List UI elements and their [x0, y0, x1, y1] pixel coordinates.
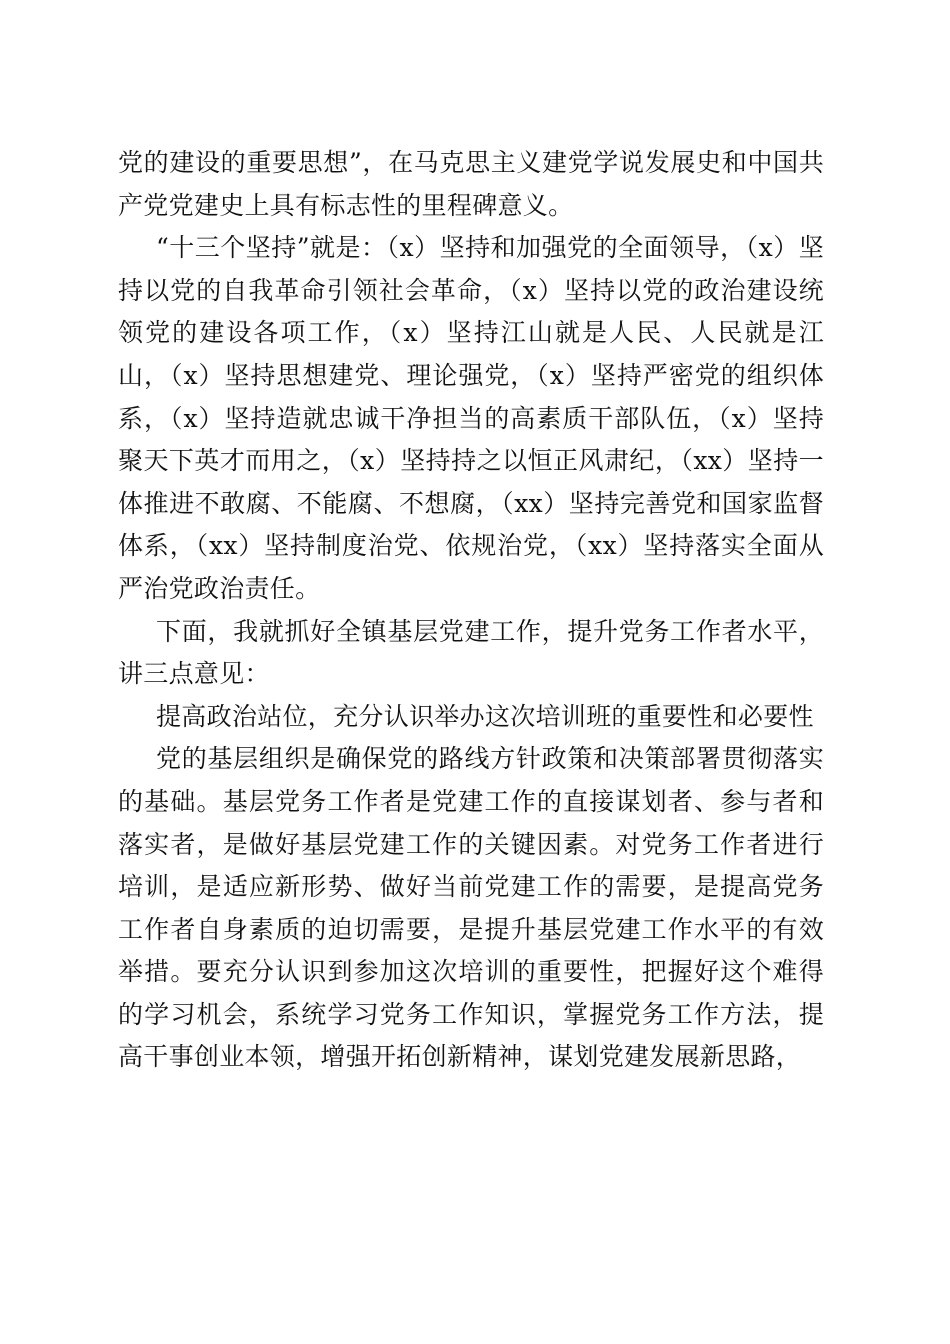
document-page [118, 142, 824, 1079]
paragraph-grassroots-organization: 党的基层组织是确保党的路线方针政策和决策部署贯彻落实的基础。基层党务工作者是党建工作的直接谋划者、参与者和落实者，是做好基层党建工作的关键因素。对党务工作者进行培训，是适应新形势、做好当前党建工作的需要，是提高党务工作者自身素质的迫切需要，是提升基层党建工作水平的有效举措。要充分认识到参加这次培训的重要性，把握好这个难得的学习机会，系统学习党务工作知识，掌握党务工作方法，提高干事创业本领，增强开拓创新精神，谋划党建发展新思路， [118, 744, 824, 1072]
paragraph-intro-three-points: 下面，我就抓好全镇基层党建工作，提升党务工作者水平，讲三点意见： [118, 616, 824, 689]
paragraph-continuation: 党的建设的重要思想”，在马克思主义建党学说发展史和中国共产党党建史上具有标志性的里程碑意义。 [118, 148, 824, 220]
section-heading-political-stance: 提高政治站位，充分认识举办这次培训班的重要性和必要性 [156, 701, 814, 731]
paragraph-thirteen-adherences: “十三个坚持”就是：（x）坚持和加强党的全面领导，（x）坚持以党的自我革命引领社会革命，（x）坚持以党的政治建设统领党的建设各项工作，（x）坚持江山就是人民、人民就是江山，（x）坚持思想建党、理论强党，（x）坚持严密党的组织体系，（x）坚持造就忠诚干净担当的高素质干部队伍，（x）坚持聚天下英才而用之，（x）坚持持之以恒正风肃纪，（xx）坚持一体推进不敢腐、不能腐、不想腐，（xx）坚持完善党和国家监督体系，（xx）坚持制度治党、依规治党，（xx）坚持落实全面从严治党政治责任。 [118, 233, 824, 603]
